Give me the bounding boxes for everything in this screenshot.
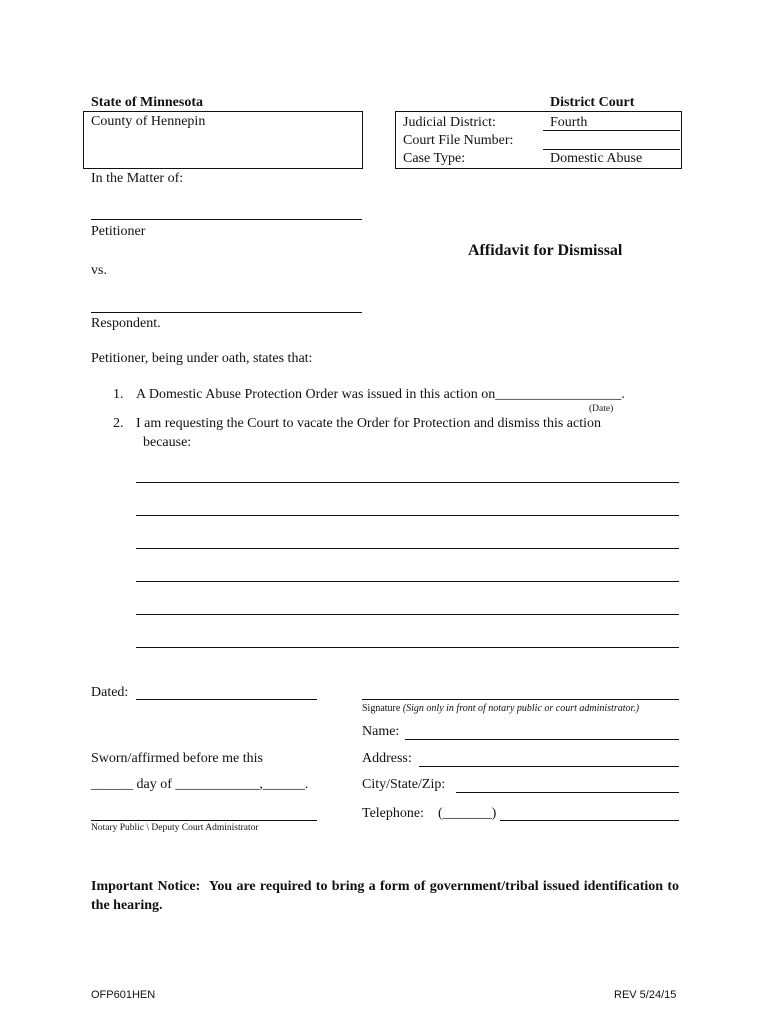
- telephone-field[interactable]: [500, 820, 679, 821]
- city-state-zip-label: City/State/Zip:: [362, 777, 446, 792]
- court-file-number-field[interactable]: [543, 149, 680, 150]
- county-label: County of Hennepin: [91, 114, 206, 129]
- name-field[interactable]: [405, 739, 679, 740]
- reason-line-6[interactable]: [136, 647, 679, 648]
- petitioner-name-field[interactable]: [91, 219, 362, 220]
- respondent-label: Respondent.: [91, 316, 161, 331]
- judicial-district-underline: [543, 130, 680, 131]
- city-state-zip-field[interactable]: [456, 792, 679, 793]
- name-label: Name:: [362, 724, 400, 739]
- notary-signature-field[interactable]: [91, 820, 317, 821]
- item1-text: A Domestic Abuse Protection Order was issued in this action on__________________.: [136, 387, 625, 402]
- signature-field[interactable]: [362, 699, 679, 700]
- petitioner-label: Petitioner: [91, 224, 146, 239]
- notice-text: You are required to bring a form of government/tribal issued identification to the hearing.: [91, 879, 679, 913]
- reason-line-2[interactable]: [136, 515, 679, 516]
- notary-label: Notary Public \ Deputy Court Administrator: [91, 823, 259, 833]
- vs-label: vs.: [91, 263, 107, 278]
- sworn-text: Sworn/affirmed before me this: [91, 751, 263, 766]
- signature-hint: (Sign only in front of notary public or court administrator.): [402, 703, 640, 714]
- address-label: Address:: [362, 751, 412, 766]
- date-hint: (Date): [589, 404, 614, 414]
- dated-field[interactable]: [136, 699, 317, 700]
- item2-text-line1: I am requesting the Court to vacate the Order for Protection and dismiss this action: [136, 416, 601, 431]
- case-type-label: Case Type:: [403, 151, 466, 166]
- intro-text: Petitioner, being under oath, states that:: [91, 351, 313, 366]
- reason-line-4[interactable]: [136, 581, 679, 582]
- page-title: Affidavit for Dismissal: [468, 242, 623, 259]
- dated-label: Dated:: [91, 685, 129, 700]
- signature-caption: [362, 703, 639, 714]
- reason-line-3[interactable]: [136, 548, 679, 549]
- judicial-district-value: Fourth: [550, 115, 588, 130]
- telephone-area-code: (_______): [438, 806, 497, 821]
- court-label: District Court: [550, 95, 635, 110]
- reason-line-5[interactable]: [136, 614, 679, 615]
- item2-number: 2.: [113, 416, 124, 431]
- revision-label: REV 5/24/15: [614, 989, 677, 1001]
- court-file-number-label: Court File Number:: [403, 133, 514, 148]
- respondent-name-field[interactable]: [91, 312, 362, 313]
- item1-number: 1.: [113, 387, 124, 402]
- form-id: OFP601HEN: [91, 989, 156, 1001]
- day-of-text: ______ day of ____________,______.: [91, 777, 309, 792]
- state-label: State of Minnesota: [91, 95, 203, 110]
- item2-text-line2: because:: [143, 435, 192, 450]
- in-the-matter-label: In the Matter of:: [91, 171, 184, 186]
- reason-line-1[interactable]: [136, 482, 679, 483]
- telephone-label: Telephone:: [362, 806, 424, 821]
- address-field[interactable]: [419, 766, 679, 767]
- important-notice: [91, 877, 679, 915]
- judicial-district-label: Judicial District:: [403, 115, 496, 130]
- case-type-value: Domestic Abuse: [550, 151, 643, 166]
- signature-label: Signature: [362, 703, 401, 714]
- notice-heading: Important Notice:: [91, 879, 201, 894]
